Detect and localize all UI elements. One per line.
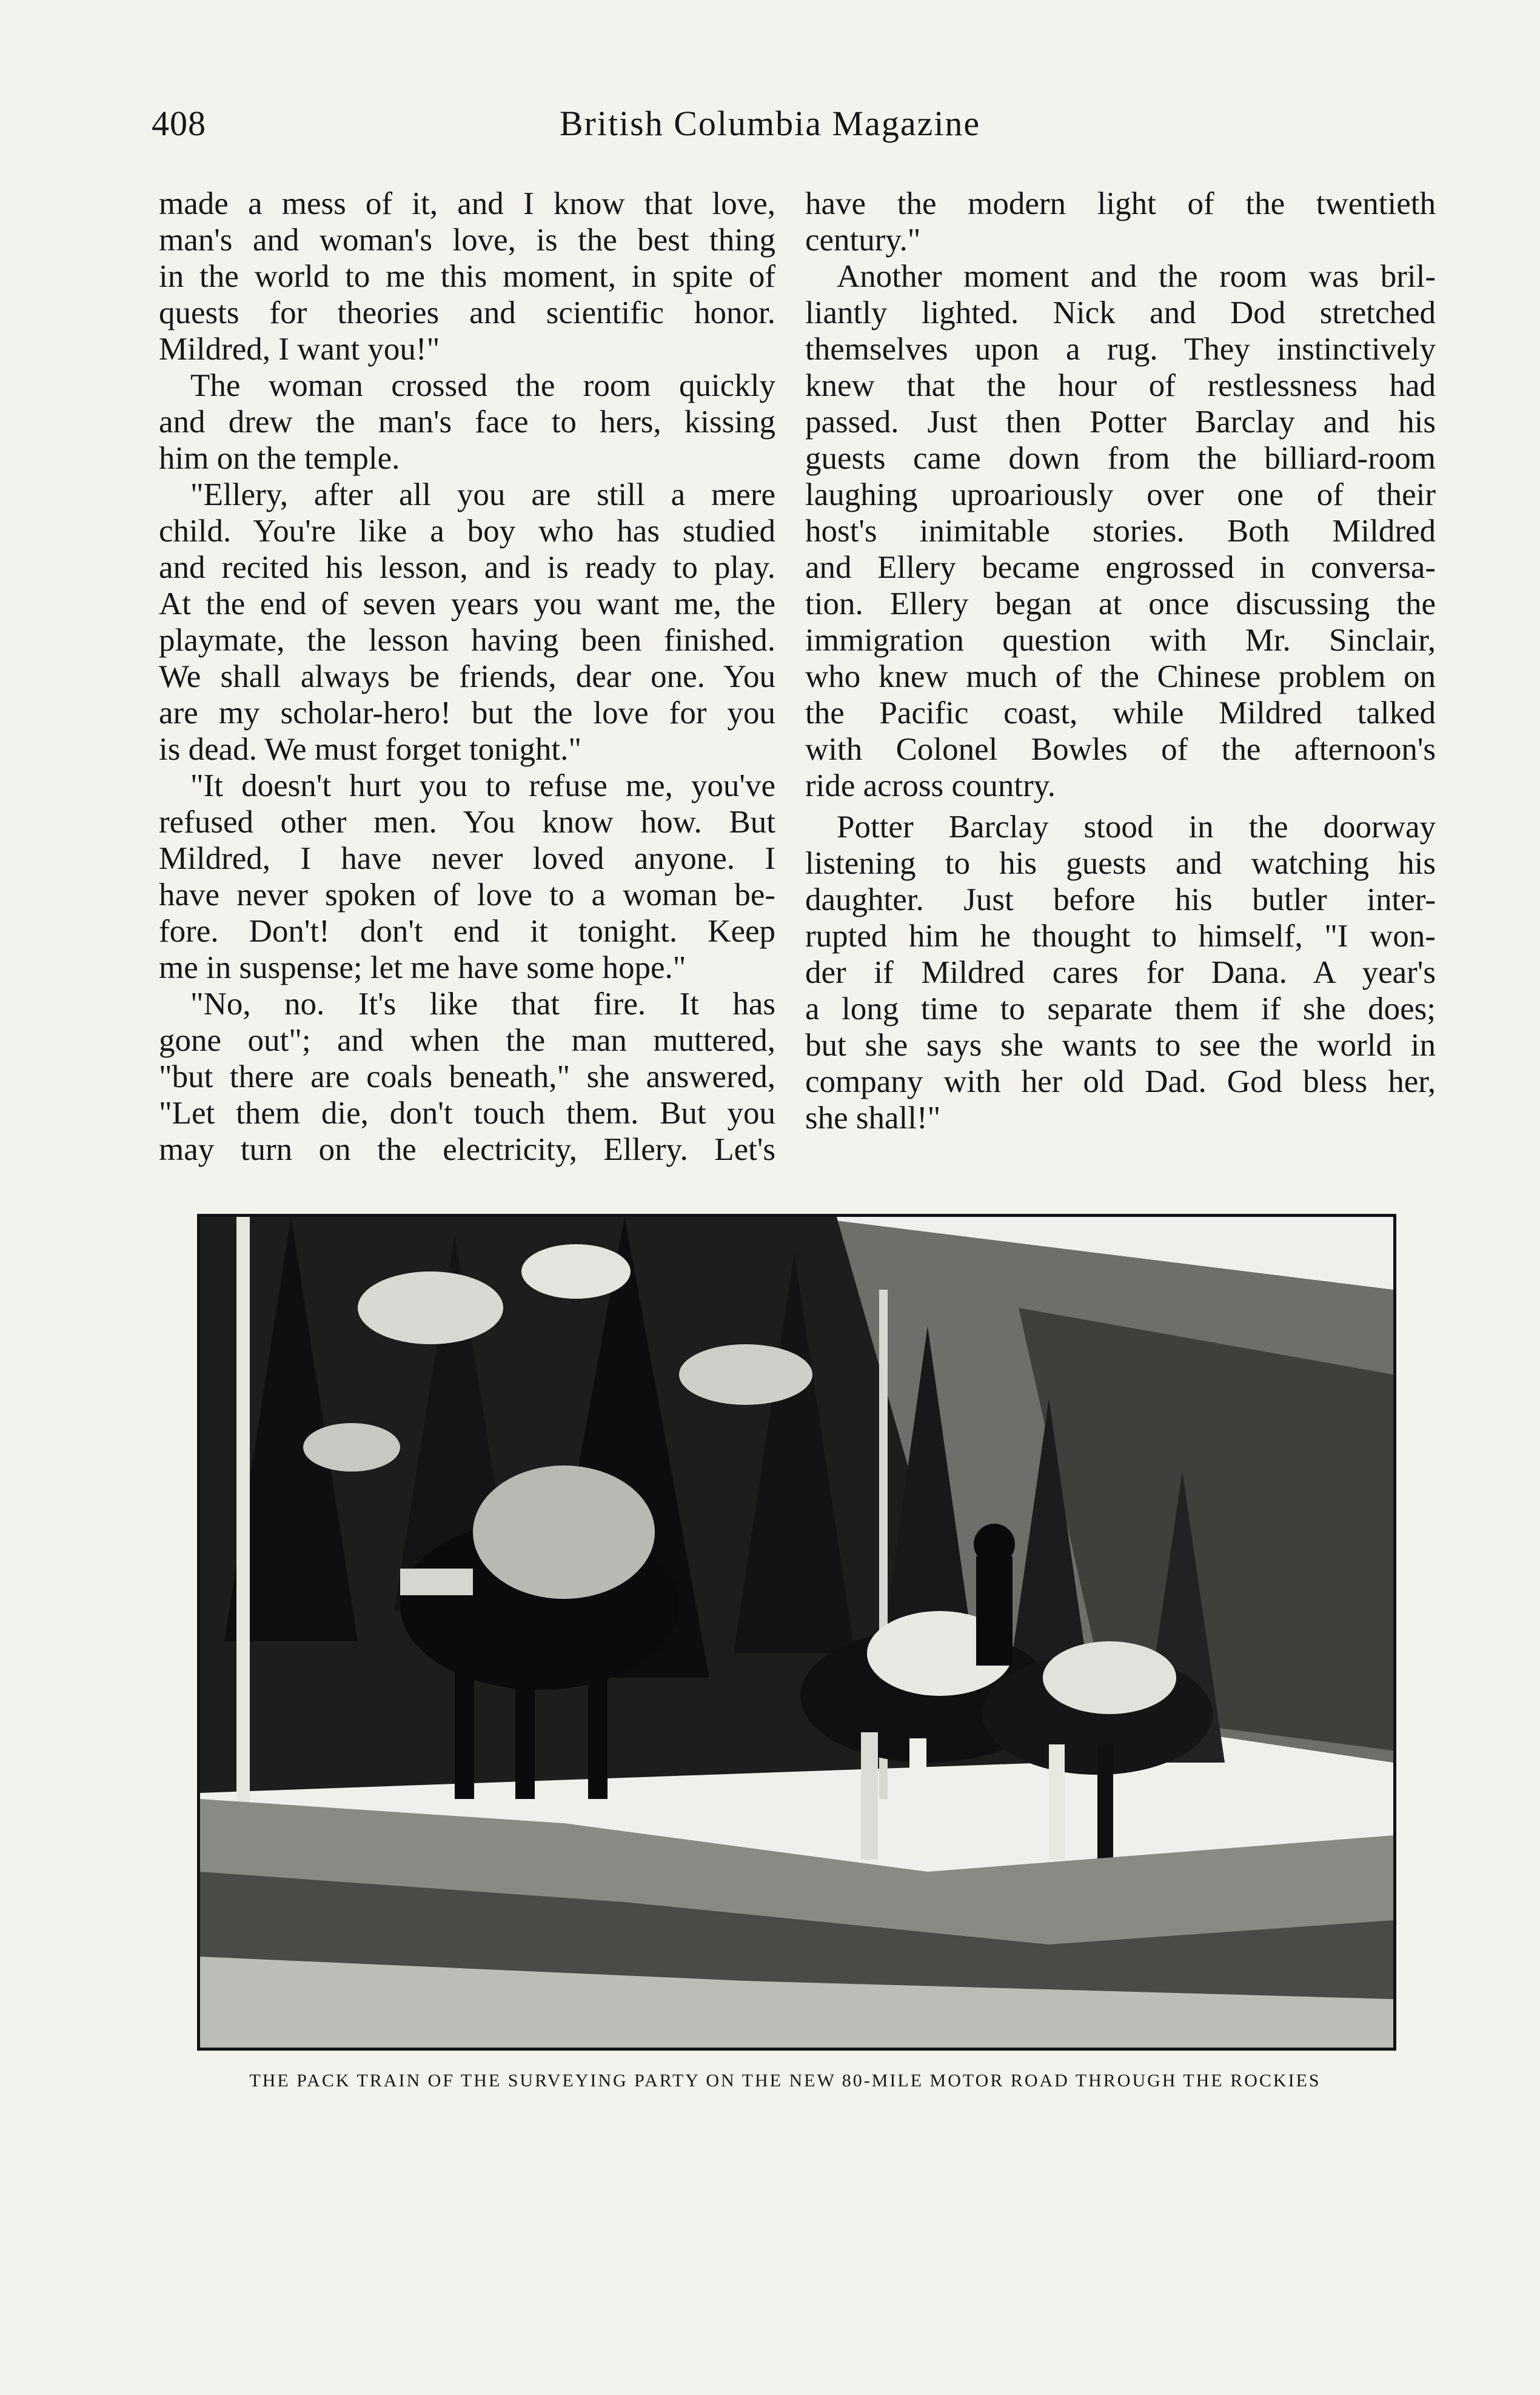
text-line: who knew much of the Chinese problem on — [805, 659, 1436, 694]
text-line: me in suspense; let me have some hope." — [159, 950, 686, 985]
text-line: refused other men. You know how. But — [159, 805, 775, 840]
text-line: themselves upon a rug. They instinctively — [805, 332, 1436, 367]
text-line: laughing uproariously over one of their — [805, 477, 1436, 512]
text-line: der if Mildred cares for Dana. A year's — [805, 955, 1436, 990]
text-line: gone out"; and when the man muttered, — [159, 1023, 775, 1058]
text-line: Potter Barclay stood in the doorway — [837, 809, 1436, 845]
text-line: may turn on the electricity, Ellery. Let's — [159, 1132, 775, 1167]
text-line: The woman crossed the room quickly — [190, 368, 775, 403]
left-column — [159, 186, 775, 1168]
text-line: are my scholar-hero! but the love for you — [159, 695, 775, 731]
text-line: liantly lighted. Nick and Dod stretched — [805, 295, 1436, 330]
text-line: him on the temple. — [159, 441, 400, 476]
text-line: ride across country. — [805, 768, 1056, 803]
page-number: 408 — [152, 104, 206, 143]
running-title: British Columbia Magazine — [559, 104, 981, 143]
text-line: listening to his guests and watching his — [805, 846, 1436, 881]
right-column — [805, 186, 1436, 1136]
text-line: have the modern light of the twentieth — [805, 186, 1436, 221]
text-line: a long time to separate them if she does; — [805, 991, 1436, 1027]
pack-train-photo — [197, 1214, 1396, 2051]
text-line: with Colonel Bowles of the afternoon's — [805, 732, 1436, 767]
text-line: but she says she wants to see the world in — [805, 1028, 1436, 1063]
text-line: rupted him he thought to himself, "I won- — [805, 919, 1436, 954]
text-line: and recited his lesson, and is ready to play. — [159, 550, 775, 585]
text-line: "No, no. It's like that fire. It has — [190, 986, 775, 1022]
text-line: "Ellery, after all you are still a mere — [190, 477, 775, 512]
text-line: immigration question with Mr. Sinclair, — [805, 623, 1436, 658]
text-line: We shall always be friends, dear one. You — [159, 659, 775, 694]
text-line: and Ellery became engrossed in conversa- — [805, 550, 1436, 585]
text-line: host's inimitable stories. Both Mildred — [805, 514, 1436, 549]
text-line: and drew the man's face to hers, kissing — [159, 404, 775, 440]
text-line: in the world to me this moment, in spite of — [159, 259, 775, 294]
text-line: made a mess of it, and I know that love, — [159, 186, 775, 221]
text-line: century." — [805, 223, 921, 258]
text-line: the Pacific coast, while Mildred talked — [805, 695, 1436, 731]
text-line: quests for theories and scientific honor. — [159, 295, 775, 330]
text-line: Another moment and the room was bril- — [837, 259, 1436, 294]
text-line: At the end of seven years you want me, the — [159, 586, 775, 621]
text-line: child. You're like a boy who has studied — [159, 514, 775, 549]
text-line: knew that the hour of restlessness had — [805, 368, 1436, 403]
text-line: she shall!" — [805, 1100, 941, 1136]
text-line: tion. Ellery began at once discussing the — [805, 586, 1436, 621]
text-line: company with her old Dad. God bless her, — [805, 1064, 1436, 1099]
text-line: is dead. We must forget tonight." — [159, 732, 581, 767]
text-line: fore. Don't! don't end it tonight. Keep — [159, 914, 775, 949]
text-line: have never spoken of love to a woman be- — [159, 877, 775, 913]
text-line: Mildred, I want you!" — [159, 332, 440, 367]
text-line: "It doesn't hurt you to refuse me, you've — [190, 768, 775, 803]
text-line: man's and woman's love, is the best thing — [159, 223, 775, 258]
photo-illustration — [200, 1217, 1393, 2048]
text-line: passed. Just then Potter Barclay and his — [805, 404, 1436, 440]
text-line: "but there are coals beneath," she answered, — [159, 1059, 775, 1094]
text-line: Mildred, I have never loved anyone. I — [159, 841, 775, 876]
text-line: "Let them die, don't touch them. But you — [159, 1096, 775, 1131]
text-line: guests came down from the billiard-room — [805, 441, 1436, 476]
photo-caption: THE PACK TRAIN OF THE SURVEYING PARTY ON THE NEW 80-MILE MOTOR ROAD THROUGH THE ROCKIES — [249, 2071, 1321, 2091]
text-line: playmate, the lesson having been finished. — [159, 623, 775, 658]
text-line: daughter. Just before his butler inter- — [805, 882, 1436, 917]
